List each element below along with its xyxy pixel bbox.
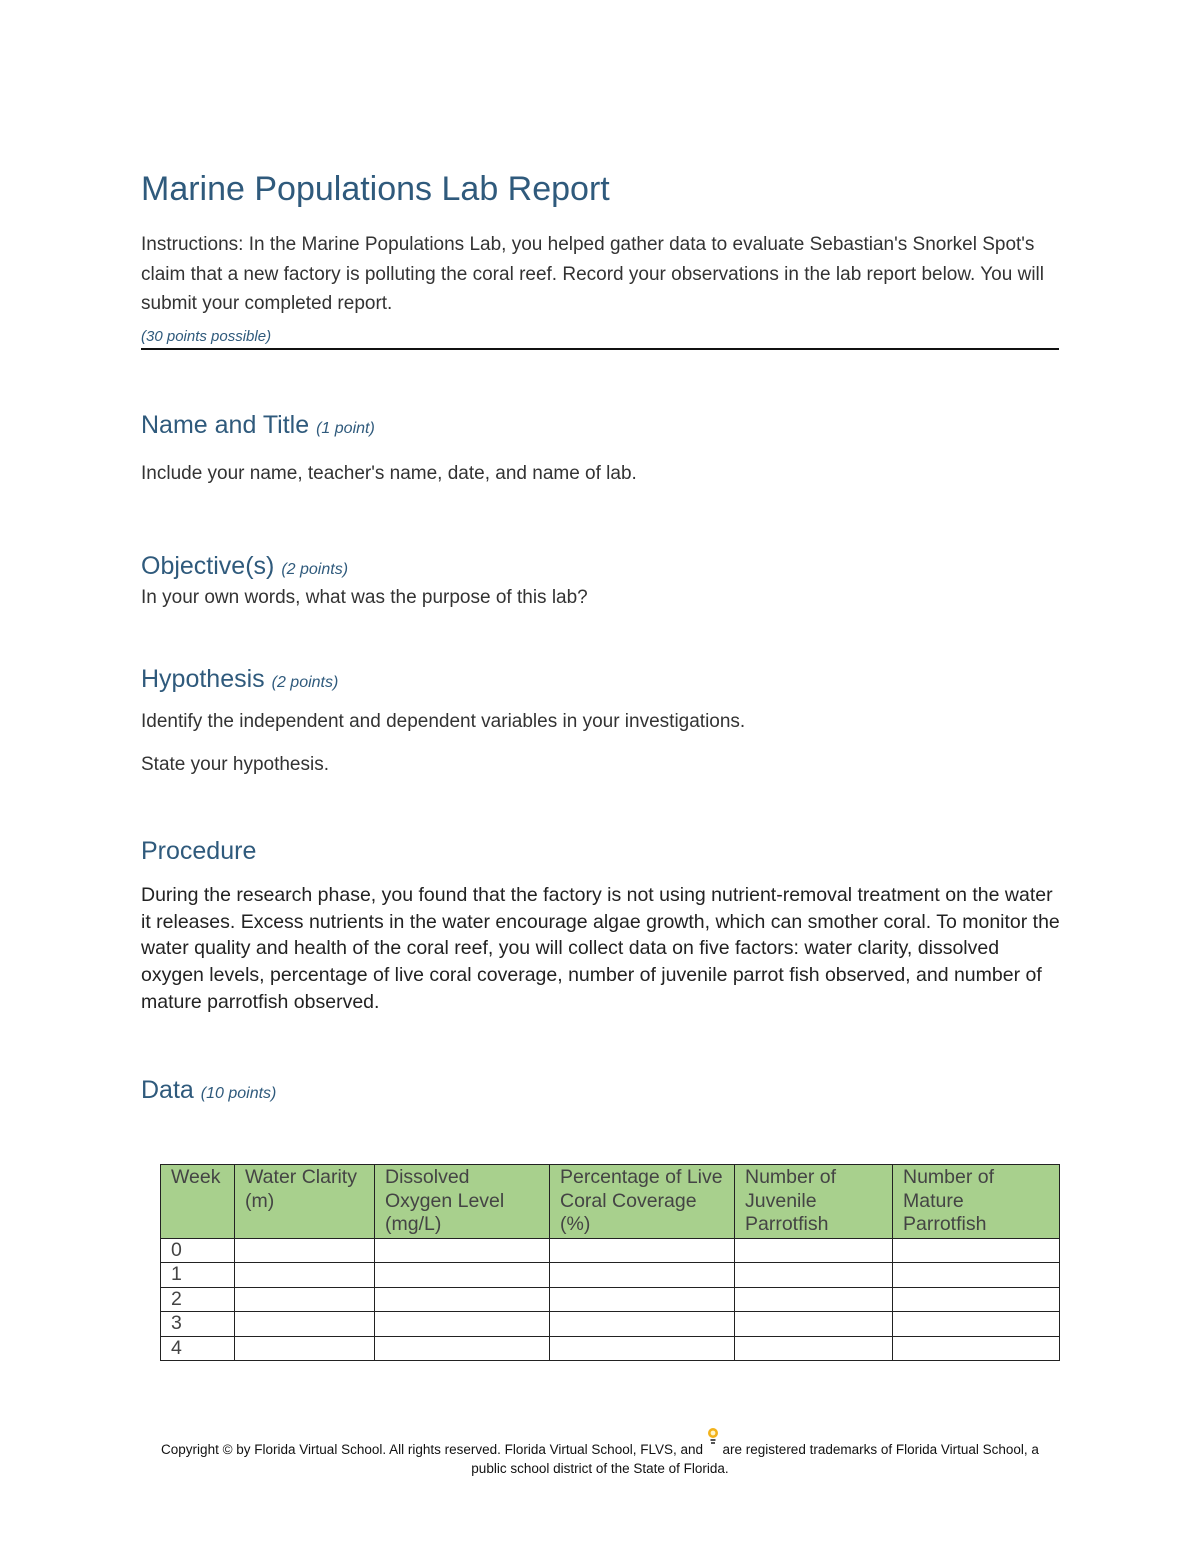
- section-heading-data: [141, 1076, 276, 1105]
- table-cell[interactable]: [550, 1312, 735, 1337]
- page-title: Marine Populations Lab Report: [141, 170, 610, 208]
- section-heading-procedure: [141, 837, 256, 866]
- heading-text: Procedure: [141, 837, 257, 865]
- column-header-dissolved-oxygen: Dissolved Oxygen Level (mg/L): [375, 1165, 550, 1239]
- table-cell[interactable]: [893, 1287, 1060, 1312]
- points-label: (10 points): [200, 1085, 277, 1102]
- data-table: [160, 1164, 1060, 1361]
- name-title-instructions: Include your name, teacher's name, date, and name of lab.: [141, 463, 637, 484]
- table-cell[interactable]: [235, 1336, 375, 1361]
- heading-text: Objective(s): [141, 552, 275, 580]
- table-cell[interactable]: [550, 1238, 735, 1263]
- copyright-footer: [150, 1436, 1050, 1478]
- objectives-instructions: In your own words, what was the purpose of this lab?: [141, 587, 588, 608]
- table-cell[interactable]: [375, 1238, 550, 1263]
- section-heading-hypothesis: [141, 665, 338, 694]
- table-row: [161, 1336, 1060, 1361]
- points-possible: (30 points possible): [141, 328, 272, 345]
- week-cell: 4: [161, 1336, 235, 1361]
- column-header-water-clarity: Water Clarity (m): [235, 1165, 375, 1239]
- table-header-row: [161, 1165, 1060, 1239]
- table-cell[interactable]: [735, 1312, 893, 1337]
- table-row: [161, 1287, 1060, 1312]
- table-cell[interactable]: [893, 1312, 1060, 1337]
- section-heading-name-title: [141, 411, 375, 440]
- procedure-text: During the research phase, you found that the factory is not using nutrient-removal treatment on the water it releases. Excess nutrients in the water encourage algae growth, which can smother coral. To monitor the water quality and health of the coral reef, you will collect data on five factors: water clarity, dissolved oxygen levels, percentage of live coral coverage, number of juvenile parrot fish observed, and number of mature parrotfish observed.: [141, 884, 1060, 1013]
- instructions-text: Instructions: In the Marine Populations Lab, you helped gather data to evaluate Sebastian's Snorkel Spot's claim that a new factory is polluting the coral reef. Record your observations in the lab report below. You will submit your completed report.: [141, 234, 1044, 314]
- column-header-juvenile-parrotfish: Number of Juvenile Parrotfish: [735, 1165, 893, 1239]
- table-cell[interactable]: [735, 1287, 893, 1312]
- copyright-text-part1: Copyright © by Florida Virtual School. All rights reserved. Florida Virtual School, FLVS, and: [161, 1442, 703, 1457]
- table-row: [161, 1263, 1060, 1288]
- heading-text: Hypothesis: [141, 665, 265, 693]
- table-cell[interactable]: [550, 1336, 735, 1361]
- table-cell[interactable]: [375, 1312, 550, 1337]
- column-header-week: Week: [161, 1165, 235, 1239]
- heading-text: Data: [141, 1076, 194, 1104]
- table-row: [161, 1238, 1060, 1263]
- table-cell[interactable]: [235, 1312, 375, 1337]
- table-cell[interactable]: [735, 1238, 893, 1263]
- table-cell[interactable]: [735, 1263, 893, 1288]
- table-cell[interactable]: [375, 1287, 550, 1312]
- flvs-logo-icon: [707, 1427, 719, 1445]
- table-row: [161, 1312, 1060, 1337]
- table-cell[interactable]: [735, 1336, 893, 1361]
- hypothesis-instructions-variables: Identify the independent and dependent variables in your investigations.: [141, 711, 746, 732]
- title-divider: [141, 348, 1059, 350]
- table-cell[interactable]: [550, 1263, 735, 1288]
- table-cell[interactable]: [893, 1263, 1060, 1288]
- hypothesis-instructions-state: State your hypothesis.: [141, 754, 329, 775]
- table-cell[interactable]: [235, 1263, 375, 1288]
- points-label: (2 points): [281, 561, 349, 578]
- table-cell[interactable]: [550, 1287, 735, 1312]
- points-label: (1 point): [316, 420, 375, 437]
- copyright-text-part2: are registered trademarks of Florida Virtual School, a public school district of the State of Florida.: [471, 1442, 1039, 1476]
- table-cell[interactable]: [893, 1238, 1060, 1263]
- week-cell: 2: [161, 1287, 235, 1312]
- week-cell: 0: [161, 1238, 235, 1263]
- heading-text: Name and Title: [141, 411, 310, 439]
- table-cell[interactable]: [375, 1263, 550, 1288]
- section-heading-objectives: [141, 552, 348, 581]
- table-cell[interactable]: [375, 1336, 550, 1361]
- week-cell: 3: [161, 1312, 235, 1337]
- week-cell: 1: [161, 1263, 235, 1288]
- table-cell[interactable]: [235, 1287, 375, 1312]
- table-cell[interactable]: [893, 1336, 1060, 1361]
- column-header-live-coral: Percentage of Live Coral Coverage (%): [550, 1165, 735, 1239]
- points-label: (2 points): [271, 674, 339, 691]
- column-header-mature-parrotfish: Number of Mature Parrotfish: [893, 1165, 1060, 1239]
- table-cell[interactable]: [235, 1238, 375, 1263]
